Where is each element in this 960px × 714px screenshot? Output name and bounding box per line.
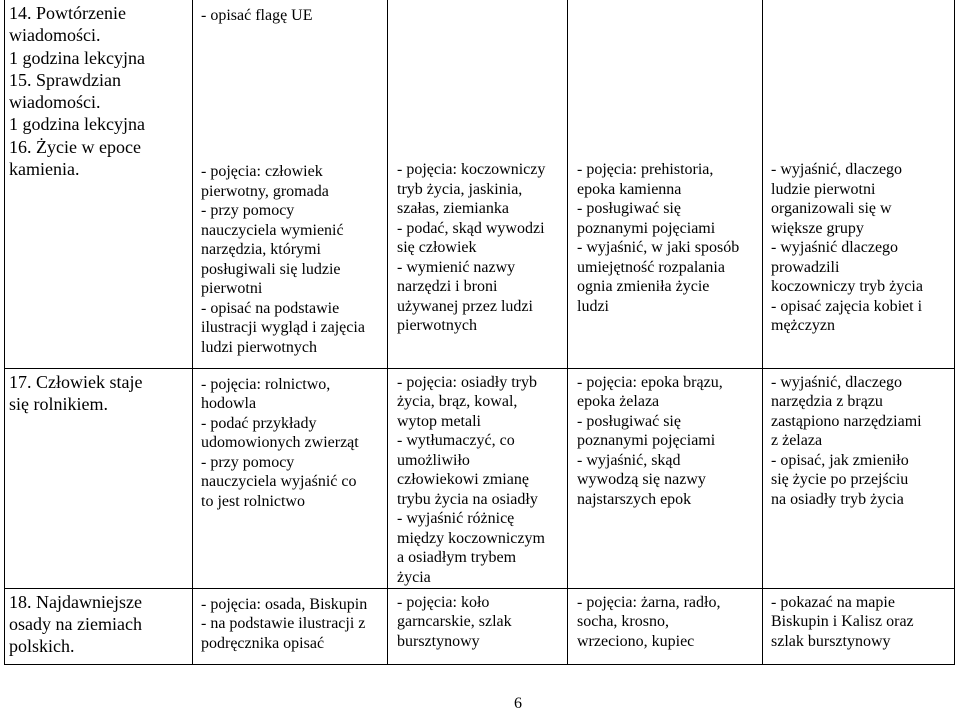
cell-text-line: najstarszych epok (577, 490, 692, 508)
cell-text-line: hodowla (201, 395, 257, 412)
cell-text-line: pierwotny, gromada (201, 182, 329, 200)
cell-text-line: - posługiwać się (577, 412, 681, 430)
cell-text-line: na osiadły tryb życia (771, 490, 904, 508)
blank-line (201, 65, 383, 85)
cell-text-line: - wyjaśnić, w jaki sposób (577, 239, 740, 256)
cell-text-line: ognia zmieniła życie (577, 278, 710, 295)
blank-line (771, 102, 950, 122)
cell-text-line: z żelaza (771, 432, 823, 449)
cell-text-line: a osiadłym trybem (397, 549, 517, 566)
basic-requirements-cell (193, 588, 388, 664)
cell-text-line: - pokazać na mapie (771, 593, 895, 611)
excellent-requirements-cell (763, 368, 955, 588)
blank-line (577, 121, 758, 141)
cell-text-line: - przy pomocy (201, 202, 295, 219)
advanced-requirements-cell (568, 588, 763, 664)
table-row (5, 588, 955, 664)
basic-requirements-cell (193, 368, 388, 588)
cell-text-line: - opisać, jak zmieniło (771, 451, 909, 469)
extended-requirements-cell (388, 368, 568, 588)
curriculum-table (4, 0, 955, 665)
cell-text-line: - wyjaśnić, dlaczego (771, 161, 903, 178)
blank-line (771, 4, 950, 24)
cell-text-line: kamienia. (9, 159, 80, 180)
cell-text-line: narzędzia z brązu (771, 393, 883, 410)
cell-text-line: poznanymi pojęciami (577, 432, 716, 449)
cell-text-line: ludzi pierwotnych (201, 338, 317, 356)
cell-text-line: - przy pomocy (201, 453, 295, 471)
cell-text-line: - podać, skąd wywodzi (397, 219, 545, 237)
cell-text-line: ilustracji wygląd i zajęcia (201, 319, 365, 336)
blank-line (397, 82, 563, 102)
cell-text-line: trybu życia na osiadły (397, 490, 538, 508)
cell-text-line: - wytłumaczyć, co (397, 432, 515, 449)
blank-line (577, 43, 758, 63)
cell-text-line: - wyjaśnić różnicę (397, 510, 515, 527)
cell-text-line: - pojęcia: osiadły tryb (397, 373, 537, 391)
cell-text-line: socha, krosno, (577, 613, 669, 630)
cell-text-line: podręcznika opisać (201, 634, 325, 652)
cell-text-line: życia (397, 568, 431, 586)
blank-line (577, 141, 758, 161)
cell-text-line: pierwotni (201, 280, 263, 297)
extended-requirements-cell (388, 588, 568, 664)
cell-text-line: zastąpiono narzędziami (771, 412, 922, 430)
blank-line (577, 102, 758, 122)
blank-line (397, 4, 563, 24)
lesson-topic-cell (5, 0, 193, 368)
cell-text-line: - wyjaśnić, skąd (577, 451, 681, 469)
page-number: 6 (514, 695, 522, 712)
blank-line (577, 4, 758, 24)
cell-text-line: - na podstawie ilustracji z (201, 615, 366, 632)
cell-text-line: - pojęcia: epoka brązu, (577, 373, 723, 391)
blank-line (201, 26, 383, 46)
cell-text-line: nauczyciela wyjaśnić co (201, 473, 357, 490)
cell-text-line: 15. Sprawdzian (9, 69, 121, 90)
cell-text-line: życia, brąz, kowal, (397, 393, 518, 410)
cell-text-line: - pojęcia: rolnictwo, (201, 375, 331, 393)
cell-text-line: ludzie pierwotni (771, 180, 876, 198)
blank-line (397, 24, 563, 44)
cell-text-line: epoka żelaza (577, 393, 660, 410)
cell-text-line: ludzi (577, 297, 609, 315)
cell-text-line: 1 godzina lekcyjna (9, 114, 145, 135)
cell-text-line: prowadzili (771, 258, 840, 276)
blank-line (577, 63, 758, 83)
cell-text-line: wytop metali (397, 412, 481, 430)
cell-text-line: wywodzą się nazwy (577, 471, 706, 488)
cell-text-line: umiejętność rozpalania (577, 258, 725, 276)
cell-text-line: 16. Życie w epoce (9, 136, 141, 157)
cell-text-line: większe grupy (771, 219, 864, 237)
cell-text-line: - podać przykłady (201, 414, 317, 432)
cell-text-line: 1 godzina lekcyjna (9, 47, 145, 68)
blank-line (771, 63, 950, 83)
cell-text-line: - opisać flagę UE (201, 7, 313, 24)
cell-text-line: umożliwiło (397, 451, 470, 469)
cell-text-line: pierwotnych (397, 317, 477, 334)
cell-text-line: 14. Powtórzenie (9, 3, 126, 23)
blank-line (201, 143, 383, 163)
cell-text-line: wiadomości. (9, 92, 101, 113)
cell-text-line: - pojęcia: prehistoria, (577, 161, 714, 178)
blank-line (577, 82, 758, 102)
advanced-requirements-cell (568, 0, 763, 368)
cell-text-line: epoka kamienna (577, 180, 682, 198)
cell-text-line: polskich. (9, 636, 75, 657)
cell-text-line: narzędzia, którymi (201, 241, 321, 258)
cell-text-line: - posługiwać się (577, 200, 681, 217)
extended-requirements-cell (388, 0, 568, 368)
excellent-requirements-cell (763, 0, 955, 368)
table-row (5, 368, 955, 588)
cell-text-line: 18. Najdawniejsze (9, 591, 142, 612)
cell-text-line: szałas, ziemianka (397, 200, 509, 217)
cell-text-line: mężczyzn (771, 317, 835, 334)
cell-text-line: - pojęcia: człowiek (201, 163, 323, 180)
cell-text-line: - wyjaśnić, dlaczego (771, 373, 903, 391)
blank-line (201, 123, 383, 143)
cell-text-line: osady na ziemiach (9, 613, 142, 634)
blank-line (201, 45, 383, 65)
cell-text-line: Biskupin i Kalisz oraz (771, 613, 914, 630)
blank-line (771, 24, 950, 44)
cell-text-line: - pojęcia: osada, Biskupin (201, 595, 368, 613)
lesson-topic-cell (5, 368, 193, 588)
cell-text-line: - wyjaśnić dlaczego (771, 239, 899, 256)
cell-text-line: się życie po przejściu (771, 471, 909, 488)
blank-line (771, 82, 950, 102)
blank-line (771, 141, 950, 161)
blank-line (577, 24, 758, 44)
blank-line (771, 43, 950, 63)
blank-line (397, 102, 563, 122)
cell-text-line: - opisać zajęcia kobiet i (771, 297, 923, 315)
cell-text-line: narzędzi i broni (397, 278, 498, 295)
cell-text-line: się człowiek (397, 239, 477, 256)
cell-text-line: organizowali się w (771, 200, 892, 217)
cell-text-line: szlak bursztynowy (771, 632, 891, 650)
cell-text-line: wiadomości. (9, 25, 101, 46)
cell-text-line: między koczowniczym (397, 529, 545, 547)
cell-text-line: bursztynowy (397, 632, 480, 650)
cell-text-line: wrzeciono, kupiec (577, 632, 695, 650)
blank-line (201, 104, 383, 124)
table-row (5, 0, 955, 368)
cell-text-line: 17. Człowiek staje (9, 371, 143, 392)
basic-requirements-cell (193, 0, 388, 368)
cell-text-line: używanej przez ludzi (397, 297, 533, 315)
cell-text-line: poznanymi pojęciami (577, 219, 716, 237)
cell-text-line: udomowionych zwierząt (201, 434, 359, 451)
blank-line (771, 121, 950, 141)
lesson-topic-cell (5, 588, 193, 664)
blank-line (397, 141, 563, 161)
blank-line (201, 84, 383, 104)
cell-text-line: - pojęcia: żarna, radło, (577, 593, 721, 611)
excellent-requirements-cell (763, 588, 955, 664)
cell-text-line: - wymienić nazwy (397, 258, 516, 276)
cell-text-line: garncarskie, szlak (397, 613, 512, 630)
cell-text-line: tryb życia, jaskinia, (397, 180, 523, 198)
cell-text-line: - opisać na podstawie (201, 299, 340, 317)
cell-text-line: to jest rolnictwo (201, 492, 305, 510)
cell-text-line: - pojęcia: koło (397, 593, 490, 611)
advanced-requirements-cell (568, 368, 763, 588)
blank-line (397, 43, 563, 63)
cell-text-line: się rolnikiem. (9, 393, 108, 414)
cell-text-line: - pojęcia: koczowniczy (397, 161, 546, 178)
blank-line (397, 121, 563, 141)
cell-text-line: posługiwali się ludzie (201, 260, 341, 278)
cell-text-line: nauczyciela wymienić (201, 221, 344, 239)
blank-line (397, 63, 563, 83)
cell-text-line: koczowniczy tryb życia (771, 278, 923, 295)
cell-text-line: człowiekowi zmianę (397, 471, 529, 488)
